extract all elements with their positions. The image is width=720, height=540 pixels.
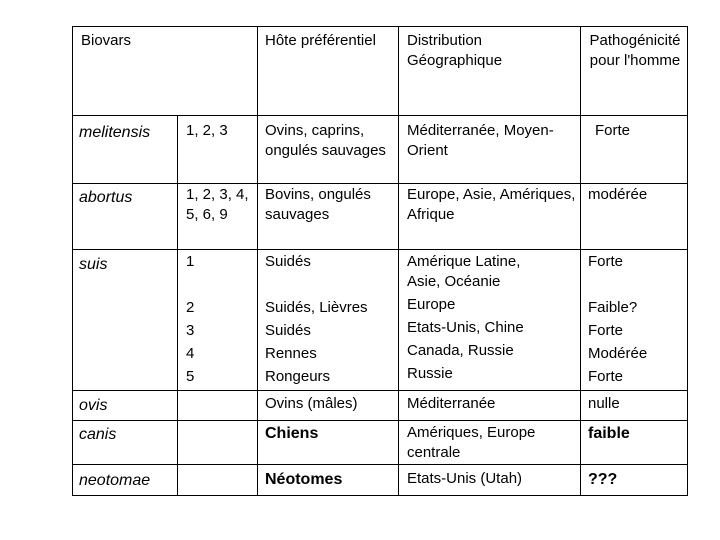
row-divider <box>73 464 687 465</box>
species-name: neotomae <box>79 472 151 489</box>
species-name: suis <box>79 256 108 273</box>
pathogenicity-cell: nulle <box>588 395 620 412</box>
distribution-cell: Amériques, Europe centrale <box>407 424 536 461</box>
distribution-cell: Etats-Unis (Utah) <box>407 470 523 487</box>
species-name: canis <box>79 426 117 443</box>
biovar-cell: 4 <box>186 345 195 362</box>
biovar-cell: 5 <box>186 368 195 385</box>
distribution-cell: Méditerranée, Moyen-Orient <box>407 122 554 159</box>
brucella-species-table <box>72 26 688 496</box>
row-divider <box>73 420 687 421</box>
pathogenicity-cell: ??? <box>588 471 618 488</box>
pathogenicity-cell: modérée <box>588 186 648 203</box>
species-name: melitensis <box>79 124 151 141</box>
row-divider <box>73 249 687 250</box>
biovar-list <box>186 296 194 388</box>
pathogenicity-cell: Modérée <box>588 345 648 362</box>
host-cell: Suidés <box>265 253 311 270</box>
row-divider <box>73 115 687 116</box>
header-biovars: Biovars <box>81 32 132 49</box>
column-divider <box>398 27 399 495</box>
species-name: abortus <box>79 189 133 206</box>
pathogenicity-cell: Forte <box>595 122 631 139</box>
biovar-cell: 1, 2, 3, 4, 5, 6, 9 <box>186 186 249 223</box>
host-cell: Rennes <box>265 345 317 362</box>
distribution-cell: Europe <box>407 296 456 313</box>
pathogenicity-cell: faible <box>588 425 630 442</box>
distribution-list <box>407 293 524 385</box>
pathogenicity-cell: Forte <box>588 368 624 385</box>
host-cell: Chiens <box>265 425 319 442</box>
pathogenicity-cell: Forte <box>588 253 624 270</box>
distribution-cell: Canada, Russie <box>407 342 514 359</box>
distribution-cell: Europe, Asie, Amériques, Afrique <box>407 186 576 223</box>
host-cell: Ovins (mâles) <box>265 395 358 412</box>
distribution-cell: Méditerranée <box>407 395 496 412</box>
column-divider <box>580 27 581 495</box>
biovar-cell: 2 <box>186 299 195 316</box>
pathogenicity-cell: Forte <box>588 322 624 339</box>
column-divider <box>177 115 178 495</box>
row-divider <box>73 183 687 184</box>
column-divider <box>257 27 258 495</box>
pathogenicity-cell: Faible? <box>588 299 638 316</box>
host-cell: Suidés <box>265 322 311 339</box>
host-cell: Suidés, Lièvres <box>265 299 368 316</box>
row-divider <box>73 390 687 391</box>
host-cell: Rongeurs <box>265 368 331 385</box>
distribution-cell: Amérique Latine, Asie, Océanie <box>407 253 521 290</box>
species-name: ovis <box>79 397 108 414</box>
pathogenicity-list <box>588 296 647 388</box>
host-list <box>265 296 368 388</box>
host-cell: Ovins, caprins, ongulés sauvages <box>265 122 386 159</box>
host-cell: Néotomes <box>265 471 343 488</box>
header-pathogenicity: Pathogénicité pour l'homme <box>589 32 681 69</box>
distribution-cell: Etats-Unis, Chine <box>407 319 524 336</box>
biovar-cell: 3 <box>186 322 195 339</box>
biovar-cell: 1 <box>186 253 195 270</box>
header-host: Hôte préférentiel <box>265 32 376 49</box>
distribution-cell: Russie <box>407 365 453 382</box>
host-cell: Bovins, ongulés sauvages <box>265 186 371 223</box>
header-distribution: Distribution Géographique <box>407 32 503 69</box>
biovar-cell: 1, 2, 3 <box>186 122 228 139</box>
